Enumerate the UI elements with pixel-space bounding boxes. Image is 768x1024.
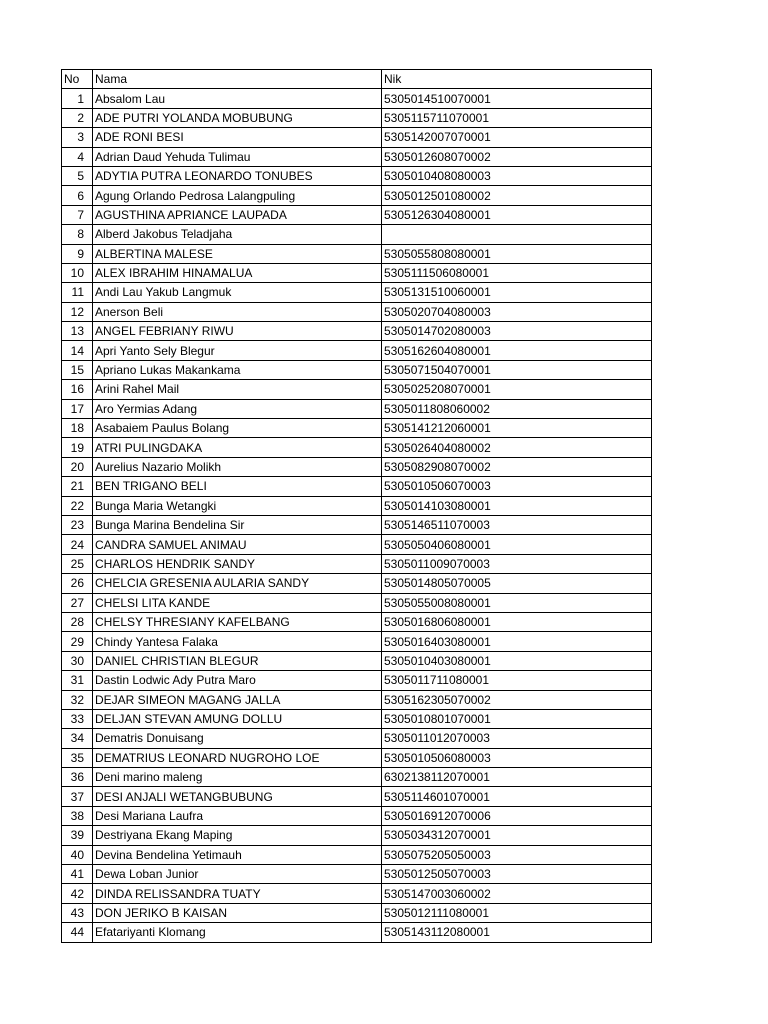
cell-nama[interactable]: CHELSY THRESIANY KAFELBANG [93,612,382,631]
cell-nik[interactable]: 5305016806080001 [382,612,652,631]
cell-nama[interactable]: Arini Rahel Mail [93,380,382,399]
cell-no[interactable]: 29 [62,632,93,651]
cell-nama[interactable]: CHELSI LITA KANDE [93,593,382,612]
cell-nama[interactable]: DON JERIKO B KAISAN [93,903,382,922]
cell-nama[interactable]: DANIEL CHRISTIAN BLEGUR [93,651,382,670]
cell-no[interactable]: 22 [62,496,93,515]
cell-nama[interactable]: CHARLOS HENDRIK SANDY [93,554,382,573]
table-row [62,205,652,224]
cell-nik[interactable]: 5305012505070003 [382,865,652,884]
cell-no[interactable]: 23 [62,515,93,534]
cell-nik[interactable]: 5305146511070003 [382,515,652,534]
cell-nik[interactable]: 5305012501080002 [382,186,652,205]
cell-nama[interactable]: Apri Yanto Sely Blegur [93,341,382,360]
cell-nik[interactable]: 5305142007070001 [382,128,652,147]
table-row [62,399,652,418]
cell-no[interactable]: 34 [62,729,93,748]
cell-nama[interactable]: Efatariyanti Klomang [93,923,382,942]
cell-nik[interactable]: 5305011808060002 [382,399,652,418]
cell-nama[interactable]: Apriano Lukas Makankama [93,360,382,379]
table-row [62,360,652,379]
cell-no[interactable]: 43 [62,903,93,922]
cell-nama[interactable]: Andi Lau Yakub Langmuk [93,283,382,302]
cell-no[interactable]: 39 [62,826,93,845]
table-row [62,108,652,127]
cell-no[interactable]: 7 [62,205,93,224]
cell-nik[interactable]: 5305012608070002 [382,147,652,166]
cell-no[interactable]: 5 [62,166,93,185]
cell-no[interactable]: 8 [62,225,93,244]
cell-nama[interactable]: DEJAR SIMEON MAGANG JALLA [93,690,382,709]
cell-nik[interactable]: 5305011711080001 [382,671,652,690]
cell-nik[interactable]: 5305010403080001 [382,651,652,670]
cell-no[interactable]: 3 [62,128,93,147]
cell-nik[interactable]: 5305055008080001 [382,593,652,612]
table-row [62,438,652,457]
cell-nik[interactable]: 5305026404080002 [382,438,652,457]
cell-nama[interactable]: Dastin Lodwic Ady Putra Maro [93,671,382,690]
table-row [62,709,652,728]
cell-no[interactable]: 12 [62,302,93,321]
cell-nama[interactable]: Bunga Marina Bendelina Sir [93,515,382,534]
cell-nik[interactable]: 5305010506080003 [382,748,652,767]
table-row [62,535,652,554]
cell-no[interactable]: 2 [62,108,93,127]
cell-nik[interactable]: 5305016912070006 [382,806,652,825]
cell-nik[interactable]: 5305012111080001 [382,903,652,922]
cell-nama[interactable]: Chindy Yantesa Falaka [93,632,382,651]
cell-nik[interactable]: 5305082908070002 [382,457,652,476]
cell-nama[interactable]: AGUSTHINA APRIANCE LAUPADA [93,205,382,224]
cell-nama[interactable]: Asabaiem Paulus Bolang [93,419,382,438]
cell-no[interactable]: 25 [62,554,93,573]
table-row [62,865,652,884]
table-row [62,166,652,185]
table-row [62,671,652,690]
cell-no[interactable]: 9 [62,244,93,263]
table-row [62,477,652,496]
cell-no[interactable]: 1 [62,89,93,108]
cell-nik[interactable]: 5305010506070003 [382,477,652,496]
table-row [62,593,652,612]
table-row [62,380,652,399]
cell-nik[interactable]: 5305014510070001 [382,89,652,108]
cell-nama[interactable]: ANGEL FEBRIANY RIWU [93,322,382,341]
table-row [62,457,652,476]
table-row [62,574,652,593]
cell-nik[interactable]: 5305126304080001 [382,205,652,224]
cell-nama[interactable]: Aurelius Nazario Molikh [93,457,382,476]
cell-nik[interactable]: 6302138112070001 [382,768,652,787]
cell-nama[interactable]: Desi Mariana Laufra [93,806,382,825]
cell-nik[interactable]: 5305143112080001 [382,923,652,942]
table-row [62,787,652,806]
cell-nama[interactable]: Agung Orlando Pedrosa Lalangpuling [93,186,382,205]
cell-nik[interactable]: 5305115711070001 [382,108,652,127]
cell-no[interactable]: 27 [62,593,93,612]
cell-nik[interactable]: 5305162604080001 [382,341,652,360]
cell-nama[interactable]: Aro Yermias Adang [93,399,382,418]
cell-nama[interactable]: CANDRA SAMUEL ANIMAU [93,535,382,554]
table-row [62,651,652,670]
cell-nik[interactable]: 5305014805070005 [382,574,652,593]
table-body [62,89,652,942]
cell-no[interactable]: 36 [62,768,93,787]
cell-no[interactable]: 6 [62,186,93,205]
cell-no[interactable]: 20 [62,457,93,476]
cell-nama[interactable]: Devina Bendelina Yetimauh [93,845,382,864]
cell-nik[interactable] [382,225,652,244]
table-row [62,225,652,244]
table-row [62,748,652,767]
cell-nik[interactable]: 5305011009070003 [382,554,652,573]
cell-nama[interactable]: ALBERTINA MALESE [93,244,382,263]
cell-nik[interactable]: 5305034312070001 [382,826,652,845]
cell-no[interactable]: 35 [62,748,93,767]
cell-nama[interactable]: Bunga Maria Wetangki [93,496,382,515]
cell-nama[interactable]: Destriyana Ekang Maping [93,826,382,845]
cell-nama[interactable]: DELJAN STEVAN AMUNG DOLLU [93,709,382,728]
cell-nik[interactable]: 5305162305070002 [382,690,652,709]
table-row [62,263,652,282]
table-row [62,322,652,341]
cell-nama[interactable]: Adrian Daud Yehuda Tulimau [93,147,382,166]
cell-nik[interactable]: 5305025208070001 [382,380,652,399]
cell-no[interactable]: 26 [62,574,93,593]
cell-no[interactable]: 15 [62,360,93,379]
table-row [62,884,652,903]
cell-no[interactable]: 21 [62,477,93,496]
cell-nik[interactable]: 5305071504070001 [382,360,652,379]
table-row [62,128,652,147]
spreadsheet [61,69,652,943]
table-row [62,923,652,942]
cell-no[interactable]: 44 [62,923,93,942]
cell-nik[interactable]: 5305141212060001 [382,419,652,438]
cell-no[interactable]: 28 [62,612,93,631]
cell-nama[interactable]: DINDA RELISSANDRA TUATY [93,884,382,903]
cell-no[interactable]: 42 [62,884,93,903]
table-row [62,554,652,573]
cell-nama[interactable]: CHELCIA GRESENIA AULARIA SANDY [93,574,382,593]
cell-nama[interactable]: Anerson Beli [93,302,382,321]
cell-no[interactable]: 10 [62,263,93,282]
table-row [62,826,652,845]
cell-nik[interactable]: 5305016403080001 [382,632,652,651]
cell-no[interactable]: 24 [62,535,93,554]
cell-nik[interactable]: 5305011012070003 [382,729,652,748]
cell-nik[interactable]: 5305010801070001 [382,709,652,728]
table-row [62,729,652,748]
cell-no[interactable]: 14 [62,341,93,360]
cell-nik[interactable]: 5305114601070001 [382,787,652,806]
cell-no[interactable]: 41 [62,865,93,884]
table-row [62,845,652,864]
cell-nama[interactable]: ADYTIA PUTRA LEONARDO TONUBES [93,166,382,185]
table-row [62,806,652,825]
header-nama[interactable]: Nama [93,70,382,89]
table-row [62,147,652,166]
cell-no[interactable]: 32 [62,690,93,709]
cell-no[interactable]: 11 [62,283,93,302]
cell-nama[interactable]: Absalom Lau [93,89,382,108]
table-row [62,419,652,438]
cell-nik[interactable]: 5305147003060002 [382,884,652,903]
table-row [62,89,652,108]
cell-nik[interactable]: 5305131510060001 [382,283,652,302]
table-row [62,496,652,515]
cell-nama[interactable]: ATRI PULINGDAKA [93,438,382,457]
cell-nama[interactable]: ALEX IBRAHIM HINAMALUA [93,263,382,282]
cell-no[interactable]: 33 [62,709,93,728]
cell-no[interactable]: 19 [62,438,93,457]
cell-nama[interactable]: DESI ANJALI WETANGBUBUNG [93,787,382,806]
cell-nama[interactable]: Deni marino maleng [93,768,382,787]
table-row [62,302,652,321]
table-row [62,244,652,263]
cell-no[interactable]: 37 [62,787,93,806]
table-row [62,690,652,709]
cell-nik[interactable]: 5305014103080001 [382,496,652,515]
cell-no[interactable]: 4 [62,147,93,166]
table-row [62,283,652,302]
cell-nik[interactable]: 5305010408080003 [382,166,652,185]
cell-nama[interactable]: Alberd Jakobus Teladjaha [93,225,382,244]
cell-no[interactable]: 38 [62,806,93,825]
table-row [62,768,652,787]
cell-nama[interactable]: Dewa Loban Junior [93,865,382,884]
table-row [62,515,652,534]
cell-nama[interactable]: Dematris Donuisang [93,729,382,748]
table-row [62,632,652,651]
table-row [62,903,652,922]
table-row [62,186,652,205]
table-row [62,612,652,631]
cell-no[interactable]: 40 [62,845,93,864]
cell-nik[interactable]: 5305055808080001 [382,244,652,263]
cell-no[interactable]: 30 [62,651,93,670]
cell-no[interactable]: 31 [62,671,93,690]
header-nik[interactable]: Nik [382,70,652,89]
cell-no[interactable]: 16 [62,380,93,399]
data-table [61,69,652,943]
cell-nik[interactable]: 5305020704080003 [382,302,652,321]
cell-nama[interactable]: BEN TRIGANO BELI [93,477,382,496]
cell-nama[interactable]: ADE RONI BESI [93,128,382,147]
cell-nik[interactable]: 5305111506080001 [382,263,652,282]
header-no[interactable]: No [62,70,93,89]
cell-no[interactable]: 18 [62,419,93,438]
cell-nik[interactable]: 5305075205050003 [382,845,652,864]
cell-no[interactable]: 13 [62,322,93,341]
cell-nama[interactable]: ADE PUTRI YOLANDA MOBUBUNG [93,108,382,127]
cell-nik[interactable]: 5305014702080003 [382,322,652,341]
cell-nama[interactable]: DEMATRIUS LEONARD NUGROHO LOE [93,748,382,767]
header-row [62,70,652,89]
cell-nik[interactable]: 5305050406080001 [382,535,652,554]
cell-no[interactable]: 17 [62,399,93,418]
table-row [62,341,652,360]
